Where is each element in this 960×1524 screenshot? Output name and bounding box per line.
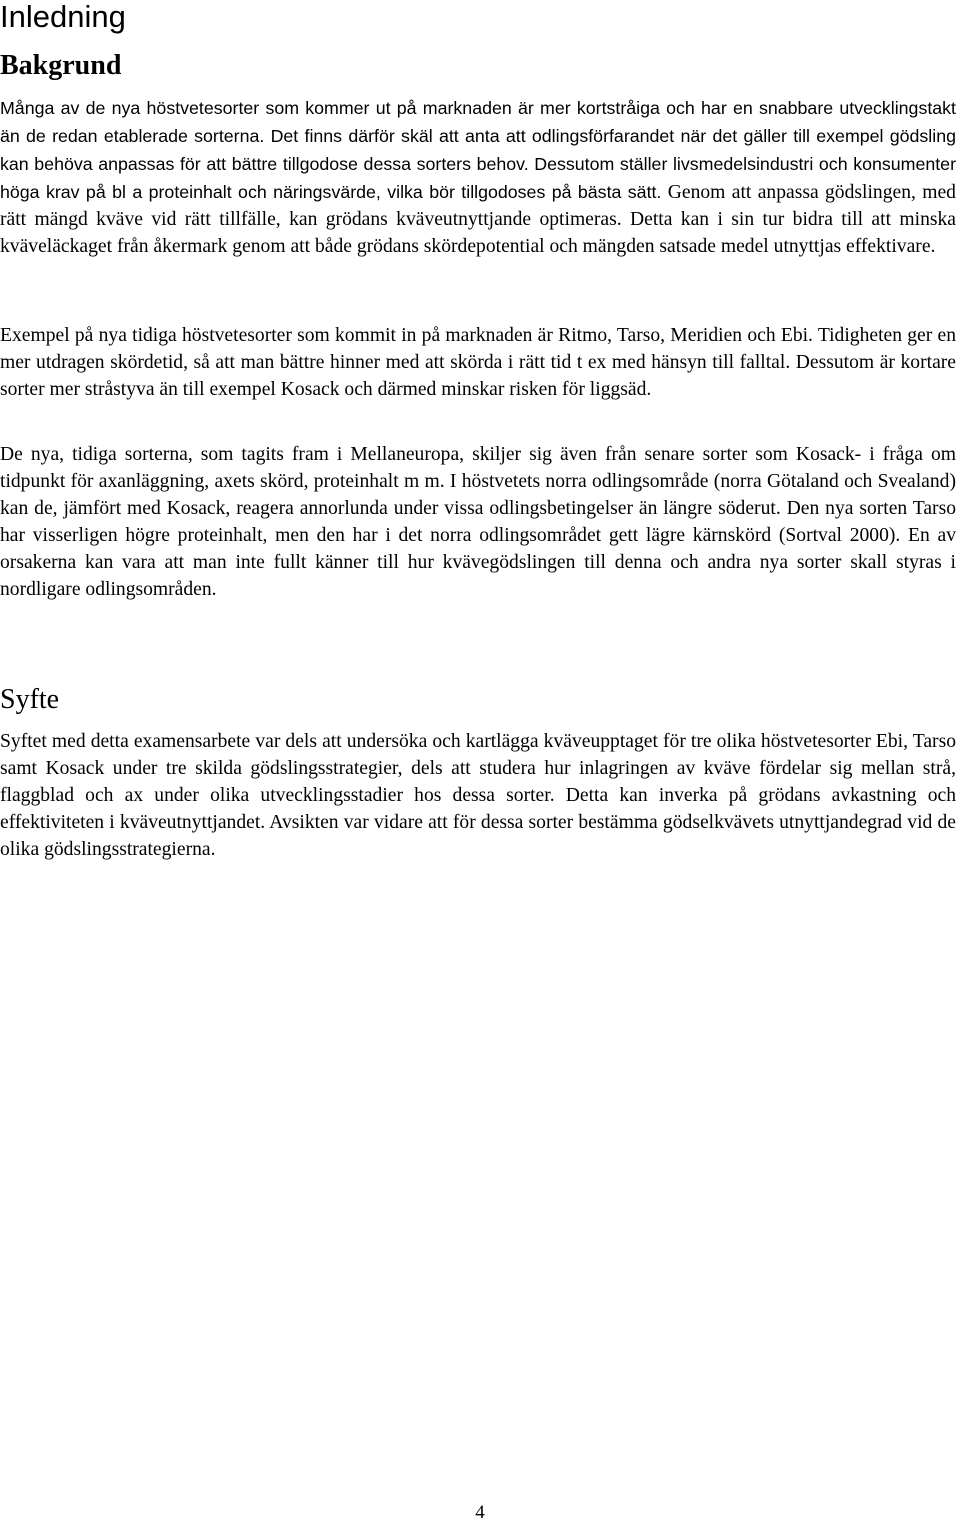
paragraph-bakgrund-3: De nya, tidiga sorterna, som tagits fram i Mellaneuropa, skiljer sig även från senare sorter som Kosack- i fråga om tidpunkt för axanläggning, axets skörd, proteinhalt m m. I höstvetets norra odlingsområde (norra Götaland och Svealand) kan de, jämfört med Kosack, reagera annorlunda under vissa odlingsbetingelser än längre söderut. Den nya sorten Tarso har visserligen högre proteinhalt, men den har i det norra odlingsområdet gett lägre kärnskörd (Sortval 2000). En av orsakerna kan vara att man inte fullt känner till hur kvävegödslingen till denna och andra nya sorter skall styras i nordligare odlingsområden.: [0, 444, 956, 600]
paragraph-bakgrund-1-serif-part: Genom att anpassa gödslingen, med rätt mängd kväve vid rätt tillfälle, kan grödans kväveutnyttjande optimeras. Detta kan i sin tur bidra till att minska kväveläckaget från åkermark genom att både grödans skördepotential och mängden satsade medel utnyttjas effektivare.: [0, 181, 956, 257]
chapter-heading: Inledning: [0, 0, 126, 34]
page-number: 4: [475, 1502, 485, 1523]
section-heading-syfte: Syfte: [0, 684, 60, 715]
paragraph-bakgrund-1-sans-part: Många av de nya höstvetesorter som kommer ut på marknaden är mer kortstråiga och har en snabbare utvecklingstakt än de redan etablerade sorterna. Det finns därför skäl att anta att odlingsförfarandet när det gäller till exempel gödsling kan behöva anpassas för att bättre tillgodose dessa sorters behov. Dessutom ställer livsmedelsindustri och konsumenter höga krav på bl a proteinhalt och näringsvärde, vilka bör tillgodoses på bästa sätt.: [0, 98, 956, 202]
section-heading-bakgrund: Bakgrund: [0, 50, 122, 81]
paragraph-bakgrund-1: [0, 95, 956, 260]
paragraph-bakgrund-2: Exempel på nya tidiga höstvetesorter som kommit in på marknaden är Ritmo, Tarso, Meridien och Ebi. Tidigheten ger en mer utdragen skördetid, så att man bättre hinner med att skörda i rätt tid t ex med hänsyn till falltal. Dessutom är kortare sorter mer stråstyva än till exempel Kosack och därmed minskar risken för liggsäd.: [0, 325, 956, 400]
paragraph-syfte-1: Syftet med detta examensarbete var dels att undersöka och kartlägga kväveupptaget för tre olika höstvetesorter Ebi, Tarso samt Kosack under tre skilda gödslingsstrategier, dels att studera hur inlagringen av kväve fördelar sig mellan strå, flaggblad och ax under olika utvecklingsstadier hos dessa sorter. Detta kan inverka på grödans avkastning och effektiviteten i kväveutnyttjandet. Avsikten var vidare att för dessa sorter bestämma gödselkvävets utnyttjandegrad vid de olika gödslingsstrategierna.: [0, 731, 956, 860]
